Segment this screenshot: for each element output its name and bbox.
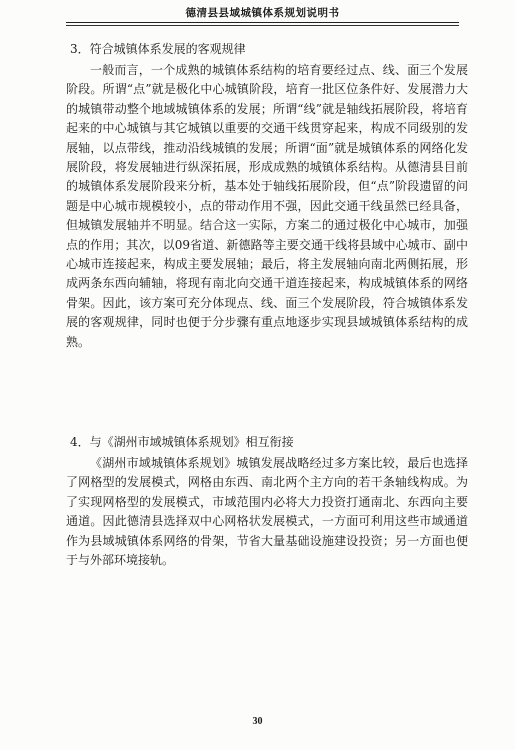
header-rule: [66, 22, 459, 23]
paragraph: 《湖州市域城镇体系规划》城镇发展战略经过多方案比较，最后也选择了网格型的发展模式，网格由东西、南北两个主方向的若干条轴线构成。为了实现网格型的发展模式，市域范围内必将大力投资打通南北、东西向主要通道。因此德清县选择双中心网格状发展模式，一方面可利用这些市域通道作为县域城镇体系网络的骨架，节省大量基础设施建设投资；另一方面也便于与外部环境接轨。: [66, 456, 468, 568]
section-4-body: [66, 454, 468, 570]
section-heading-4: 4．与《湖州市域城镇体系规划》相互衔接: [70, 435, 294, 449]
page-number: 30: [252, 716, 263, 727]
header-rule-secondary: [66, 25, 459, 26]
running-header: 德清县县域城镇体系规划说明书: [185, 7, 340, 19]
section-3-body: [66, 61, 468, 352]
section-heading-3: 3．符合城镇体系发展的客观规律: [70, 42, 246, 56]
paragraph: 一般而言，一个成熟的城镇体系结构的培育要经过点、线、面三个发展阶段。所谓“点”就是极化中心城镇阶段，培育一批区位条件好、发展潜力大的城镇带动整个地域城镇体系的发展；所谓“线”就是轴线拓展阶段，将培育起来的中心城镇与其它城镇以重要的交通干线贯穿起来，构成不同级别的发展轴，以点带线，推动沿线城镇的发展；所谓“面”就是城镇体系的网络化发展阶段，将发展轴进行纵深拓展，形成成熟的城镇体系结构。从德清县目前的城镇体系发展阶段来分析，基本处于轴线拓展阶段，但“点”阶段遗留的问题是中心城市规模较小，点的带动作用不强，因此交通干线虽然已经具备，但城镇发展轴并不明显。结合这一实际，方案二的通过极化中心城市，加强点的作用；其次，以09省道、新德路等主要交通干线将县域中心城市、副中心城市连接起来，构成主要发展轴；最后，将主发展轴向南北两侧拓展，形成两条东西向辅轴，将现有南北向交通干道连接起来，构成城镇体系的网络骨架。因此，该方案可充分体现点、线、面三个发展阶段，符合城镇体系发展的客观规律，同时也便于分步骤有重点地逐步实现县域城镇体系结构的成熟。: [66, 63, 468, 349]
